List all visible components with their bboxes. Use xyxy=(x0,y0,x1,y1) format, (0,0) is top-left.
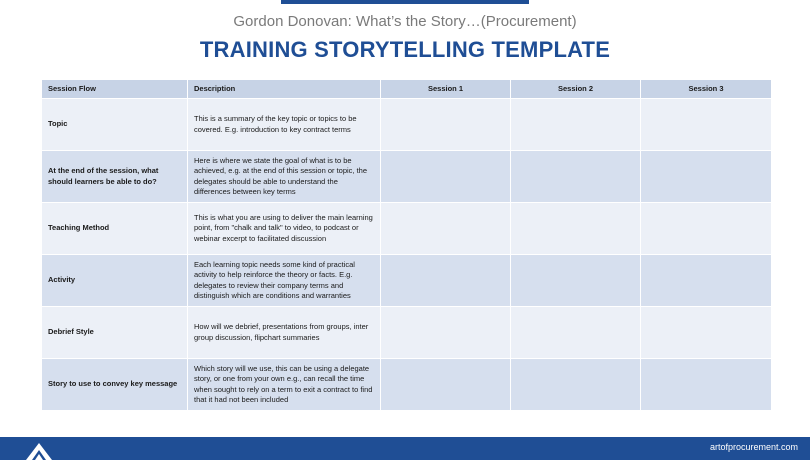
footer-bar xyxy=(0,437,810,460)
session-flow-cell: Story to use to convey key message xyxy=(42,359,188,411)
session-1-cell[interactable] xyxy=(381,359,511,411)
description-cell: How will we debrief, presentations from groups, inter group discussion, flipchart summaries xyxy=(188,307,381,359)
footer-website[interactable]: artofprocurement.com xyxy=(709,442,798,452)
session-3-cell[interactable] xyxy=(641,151,772,203)
session-3-cell[interactable] xyxy=(641,307,772,359)
session-1-cell[interactable] xyxy=(381,151,511,203)
table-row xyxy=(42,203,772,255)
session-3-cell[interactable] xyxy=(641,203,772,255)
column-header-session-flow: Session Flow xyxy=(42,80,188,99)
column-header-session-2: Session 2 xyxy=(511,80,641,99)
session-2-cell[interactable] xyxy=(511,307,641,359)
session-1-cell[interactable] xyxy=(381,203,511,255)
description-cell: Here is where we state the goal of what is to be achieved, e.g. at the end of this session or topic, the delegates should be able to understand the differences between key terms xyxy=(188,151,381,203)
top-accent-bar xyxy=(281,0,529,4)
session-2-cell[interactable] xyxy=(511,99,641,151)
session-flow-cell: At the end of the session, what should learners be able to do? xyxy=(42,151,188,203)
column-header-session-1: Session 1 xyxy=(381,80,511,99)
column-header-session-3: Session 3 xyxy=(641,80,772,99)
description-cell: Each learning topic needs some kind of practical activity to help reinforce the theory or facts. E.g. delegates to review their company terms and distinguish which are conditions and warranties xyxy=(188,255,381,307)
storytelling-template-table xyxy=(41,79,772,411)
session-2-cell[interactable] xyxy=(511,203,641,255)
table-row xyxy=(42,151,772,203)
mountain-logo-icon xyxy=(24,441,54,460)
session-flow-cell: Teaching Method xyxy=(42,203,188,255)
table-row xyxy=(42,359,772,411)
session-2-cell[interactable] xyxy=(511,151,641,203)
session-3-cell[interactable] xyxy=(641,99,772,151)
table-header-row xyxy=(42,80,772,99)
page-title: TRAINING STORYTELLING TEMPLATE xyxy=(199,37,611,62)
session-3-cell[interactable] xyxy=(641,359,772,411)
session-3-cell[interactable] xyxy=(641,255,772,307)
session-2-cell[interactable] xyxy=(511,255,641,307)
session-2-cell[interactable] xyxy=(511,359,641,411)
table-row xyxy=(42,99,772,151)
session-1-cell[interactable] xyxy=(381,307,511,359)
description-cell: Which story will we use, this can be using a delegate story, or one from your own e.g., can recall the time when sought to rely on a term to exit a contract to find that it had not been included xyxy=(188,359,381,411)
session-1-cell[interactable] xyxy=(381,99,511,151)
column-header-description: Description xyxy=(188,80,381,99)
description-cell: This is a summary of the key topic or topics to be covered. E.g. introduction to key contract terms xyxy=(188,99,381,151)
session-flow-cell: Debrief Style xyxy=(42,307,188,359)
description-cell: This is what you are using to deliver the main learning point, from "chalk and talk" to video, to podcast or webinar excerpt to facilitated discussion xyxy=(188,203,381,255)
table-row xyxy=(42,307,772,359)
table-row xyxy=(42,255,772,307)
session-1-cell[interactable] xyxy=(381,255,511,307)
page-subtitle: Gordon Donovan: What’s the Story…(Procurement) xyxy=(233,13,577,30)
session-flow-cell: Activity xyxy=(42,255,188,307)
session-flow-cell: Topic xyxy=(42,99,188,151)
